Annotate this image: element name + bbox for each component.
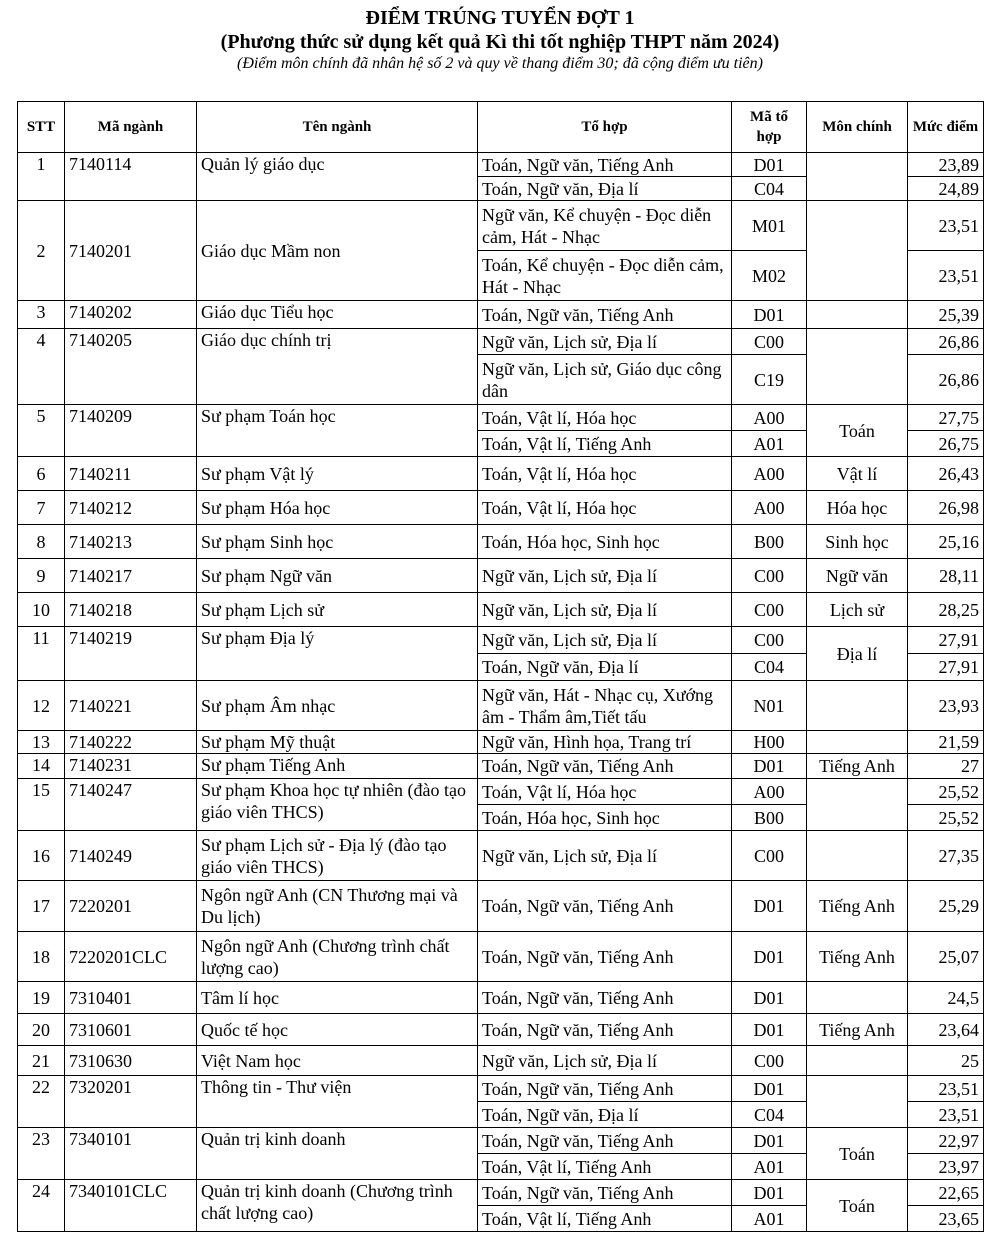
cell-ma-to-hop: A00 bbox=[732, 779, 807, 805]
table-row bbox=[18, 627, 984, 654]
cell-ma-to-hop: A00 bbox=[732, 457, 807, 491]
cell-to-hop: Toán, Ngữ văn, Địa lí bbox=[478, 654, 732, 681]
table-row bbox=[18, 405, 984, 431]
cell-mon-chinh: Địa lí bbox=[807, 627, 908, 681]
cell-mon-chinh bbox=[807, 329, 908, 405]
cell-stt: 11 bbox=[18, 627, 65, 681]
cell-mon-chinh bbox=[807, 982, 908, 1014]
header-ma-to-hop: Mã tổ hợp bbox=[732, 102, 807, 153]
cell-stt: 14 bbox=[18, 754, 65, 779]
cell-to-hop: Toán, Ngữ văn, Tiếng Anh bbox=[478, 301, 732, 329]
cell-stt: 9 bbox=[18, 559, 65, 593]
cell-mon-chinh: Tiếng Anh bbox=[807, 932, 908, 982]
cell-ma-to-hop: C04 bbox=[732, 654, 807, 681]
cell-ma-to-hop: D01 bbox=[732, 881, 807, 932]
document-header bbox=[0, 0, 1000, 74]
cell-stt: 24 bbox=[18, 1180, 65, 1232]
cell-to-hop: Toán, Ngữ văn, Tiếng Anh bbox=[478, 754, 732, 779]
cell-ma-to-hop: C00 bbox=[732, 1046, 807, 1076]
cell-to-hop: Toán, Ngữ văn, Địa lí bbox=[478, 1102, 732, 1128]
cell-ma-nganh: 7140202 bbox=[65, 301, 197, 329]
cell-mon-chinh: Tiếng Anh bbox=[807, 881, 908, 932]
cell-muc-diem: 23,97 bbox=[908, 1154, 984, 1180]
cell-muc-diem: 25,52 bbox=[908, 779, 984, 805]
cell-ten-nganh: Quản trị kinh doanh (Chương trình chất lượng cao) bbox=[197, 1180, 478, 1232]
cell-stt: 1 bbox=[18, 153, 65, 201]
cell-ten-nganh: Quốc tế học bbox=[197, 1014, 478, 1046]
cell-ma-to-hop: A01 bbox=[732, 1206, 807, 1232]
cell-stt: 6 bbox=[18, 457, 65, 491]
cell-stt: 15 bbox=[18, 779, 65, 831]
cell-ma-nganh: 7140222 bbox=[65, 731, 197, 754]
cell-mon-chinh: Hóa học bbox=[807, 491, 908, 525]
cell-to-hop: Toán, Vật lí, Tiếng Anh bbox=[478, 1206, 732, 1232]
cell-ma-nganh: 7340101CLC bbox=[65, 1180, 197, 1232]
table-row bbox=[18, 754, 984, 779]
cell-ma-nganh: 7140247 bbox=[65, 779, 197, 831]
cell-mon-chinh: Toán bbox=[807, 405, 908, 457]
cell-mon-chinh bbox=[807, 779, 908, 831]
cell-stt: 12 bbox=[18, 681, 65, 731]
table-row bbox=[18, 831, 984, 881]
cell-ma-to-hop: D01 bbox=[732, 932, 807, 982]
cell-mon-chinh bbox=[807, 1046, 908, 1076]
cell-to-hop: Toán, Ngữ văn, Tiếng Anh bbox=[478, 153, 732, 177]
table-row bbox=[18, 1128, 984, 1154]
cell-ma-to-hop: D01 bbox=[732, 153, 807, 177]
cell-ten-nganh: Sư phạm Sinh học bbox=[197, 525, 478, 559]
admission-scores-table bbox=[17, 101, 984, 1232]
cell-ma-nganh: 7310630 bbox=[65, 1046, 197, 1076]
cell-muc-diem: 23,89 bbox=[908, 153, 984, 177]
cell-ma-nganh: 7140212 bbox=[65, 491, 197, 525]
table-row bbox=[18, 1180, 984, 1206]
cell-ma-nganh: 7140249 bbox=[65, 831, 197, 881]
cell-mon-chinh bbox=[807, 681, 908, 731]
cell-ma-nganh: 7140217 bbox=[65, 559, 197, 593]
cell-to-hop: Toán, Hóa học, Sinh học bbox=[478, 525, 732, 559]
table-row bbox=[18, 932, 984, 982]
cell-stt: 20 bbox=[18, 1014, 65, 1046]
cell-stt: 2 bbox=[18, 201, 65, 301]
cell-to-hop: Toán, Hóa học, Sinh học bbox=[478, 805, 732, 831]
cell-ma-to-hop: C19 bbox=[732, 355, 807, 405]
cell-to-hop: Ngữ văn, Kể chuyện - Đọc diễn cảm, Hát - Nhạc bbox=[478, 201, 732, 251]
cell-to-hop: Ngữ văn, Lịch sử, Địa lí bbox=[478, 593, 732, 627]
cell-muc-diem: 23,51 bbox=[908, 201, 984, 251]
cell-ma-to-hop: M02 bbox=[732, 251, 807, 301]
cell-stt: 22 bbox=[18, 1076, 65, 1128]
cell-muc-diem: 21,59 bbox=[908, 731, 984, 754]
cell-ten-nganh: Sư phạm Tiếng Anh bbox=[197, 754, 478, 779]
cell-to-hop: Ngữ văn, Lịch sử, Địa lí bbox=[478, 1046, 732, 1076]
cell-muc-diem: 26,43 bbox=[908, 457, 984, 491]
table-row bbox=[18, 593, 984, 627]
cell-ten-nganh: Sư phạm Toán học bbox=[197, 405, 478, 457]
cell-to-hop: Toán, Ngữ văn, Tiếng Anh bbox=[478, 881, 732, 932]
cell-mon-chinh: Lịch sử bbox=[807, 593, 908, 627]
cell-muc-diem: 25,16 bbox=[908, 525, 984, 559]
table-row bbox=[18, 301, 984, 329]
cell-mon-chinh: Toán bbox=[807, 1128, 908, 1180]
cell-ma-to-hop: C00 bbox=[732, 593, 807, 627]
document-note: (Điểm môn chính đã nhân hệ số 2 và quy về thang điểm 30; đã cộng điểm ưu tiên) bbox=[237, 55, 763, 72]
cell-to-hop: Toán, Vật lí, Hóa học bbox=[478, 457, 732, 491]
cell-to-hop: Ngữ văn, Lịch sử, Địa lí bbox=[478, 559, 732, 593]
cell-to-hop: Toán, Vật lí, Tiếng Anh bbox=[478, 1154, 732, 1180]
header-ma-nganh: Mã ngành bbox=[65, 102, 197, 153]
cell-muc-diem: 22,65 bbox=[908, 1180, 984, 1206]
cell-ma-to-hop: M01 bbox=[732, 201, 807, 251]
cell-ma-nganh: 7140205 bbox=[65, 329, 197, 405]
cell-mon-chinh: Tiếng Anh bbox=[807, 754, 908, 779]
table-row bbox=[18, 457, 984, 491]
cell-to-hop: Toán, Ngữ văn, Địa lí bbox=[478, 177, 732, 201]
cell-muc-diem: 27,75 bbox=[908, 405, 984, 431]
cell-muc-diem: 23,93 bbox=[908, 681, 984, 731]
cell-ma-to-hop: B00 bbox=[732, 525, 807, 559]
table-row bbox=[18, 681, 984, 731]
cell-to-hop: Toán, Ngữ văn, Tiếng Anh bbox=[478, 1128, 732, 1154]
cell-muc-diem: 27,35 bbox=[908, 831, 984, 881]
cell-ma-nganh: 7320201 bbox=[65, 1076, 197, 1128]
cell-stt: 19 bbox=[18, 982, 65, 1014]
header-muc-diem: Mức điểm bbox=[908, 102, 984, 153]
cell-ma-to-hop: C00 bbox=[732, 831, 807, 881]
cell-muc-diem: 23,64 bbox=[908, 1014, 984, 1046]
cell-mon-chinh bbox=[807, 731, 908, 754]
cell-muc-diem: 26,75 bbox=[908, 431, 984, 457]
cell-to-hop: Ngữ văn, Lịch sử, Địa lí bbox=[478, 329, 732, 355]
cell-ma-to-hop: D01 bbox=[732, 982, 807, 1014]
cell-ten-nganh: Sư phạm Lịch sử - Địa lý (đào tạo giáo viên THCS) bbox=[197, 831, 478, 881]
header-stt: STT bbox=[18, 102, 65, 153]
cell-stt: 8 bbox=[18, 525, 65, 559]
header-ten-nganh: Tên ngành bbox=[197, 102, 478, 153]
cell-ten-nganh: Giáo dục Mầm non bbox=[197, 201, 478, 301]
cell-muc-diem: 23,65 bbox=[908, 1206, 984, 1232]
cell-ten-nganh: Sư phạm Mỹ thuật bbox=[197, 731, 478, 754]
cell-stt: 13 bbox=[18, 731, 65, 754]
table-header-row bbox=[18, 102, 984, 153]
cell-ma-nganh: 7140209 bbox=[65, 405, 197, 457]
cell-ma-nganh: 7340101 bbox=[65, 1128, 197, 1180]
cell-ma-nganh: 7140211 bbox=[65, 457, 197, 491]
table-row bbox=[18, 491, 984, 525]
cell-ten-nganh: Ngôn ngữ Anh (Chương trình chất lượng cao) bbox=[197, 932, 478, 982]
cell-ma-nganh: 7140221 bbox=[65, 681, 197, 731]
table-row bbox=[18, 779, 984, 805]
cell-ma-to-hop: D01 bbox=[732, 754, 807, 779]
cell-ma-to-hop: H00 bbox=[732, 731, 807, 754]
cell-ten-nganh: Quản trị kinh doanh bbox=[197, 1128, 478, 1180]
cell-ma-to-hop: N01 bbox=[732, 681, 807, 731]
cell-muc-diem: 27,91 bbox=[908, 654, 984, 681]
cell-ten-nganh: Sư phạm Lịch sử bbox=[197, 593, 478, 627]
cell-ma-to-hop: D01 bbox=[732, 1014, 807, 1046]
cell-muc-diem: 25,52 bbox=[908, 805, 984, 831]
cell-to-hop: Toán, Kể chuyện - Đọc diễn cảm, Hát - Nhạc bbox=[478, 251, 732, 301]
cell-ma-to-hop: C04 bbox=[732, 1102, 807, 1128]
table-row bbox=[18, 525, 984, 559]
cell-ten-nganh: Sư phạm Ngữ văn bbox=[197, 559, 478, 593]
cell-ma-nganh: 7220201 bbox=[65, 881, 197, 932]
cell-muc-diem: 26,98 bbox=[908, 491, 984, 525]
cell-to-hop: Ngữ văn, Hát - Nhạc cụ, Xướng âm - Thẩm âm,Tiết tấu bbox=[478, 681, 732, 731]
cell-mon-chinh bbox=[807, 301, 908, 329]
cell-muc-diem: 27,91 bbox=[908, 627, 984, 654]
cell-ten-nganh: Sư phạm Khoa học tự nhiên (đào tạo giáo viên THCS) bbox=[197, 779, 478, 831]
cell-to-hop: Ngữ văn, Lịch sử, Địa lí bbox=[478, 831, 732, 881]
cell-to-hop: Toán, Vật lí, Hóa học bbox=[478, 405, 732, 431]
cell-ma-to-hop: C00 bbox=[732, 627, 807, 654]
cell-to-hop: Ngữ văn, Lịch sử, Giáo dục công dân bbox=[478, 355, 732, 405]
cell-muc-diem: 25,39 bbox=[908, 301, 984, 329]
cell-mon-chinh: Vật lí bbox=[807, 457, 908, 491]
cell-to-hop: Toán, Ngữ văn, Tiếng Anh bbox=[478, 1014, 732, 1046]
cell-ma-to-hop: D01 bbox=[732, 1076, 807, 1102]
cell-stt: 7 bbox=[18, 491, 65, 525]
cell-ma-to-hop: A00 bbox=[732, 405, 807, 431]
cell-ten-nganh: Giáo dục Tiểu học bbox=[197, 301, 478, 329]
cell-mon-chinh bbox=[807, 831, 908, 881]
cell-ten-nganh: Sư phạm Âm nhạc bbox=[197, 681, 478, 731]
cell-mon-chinh: Tiếng Anh bbox=[807, 1014, 908, 1046]
cell-muc-diem: 23,51 bbox=[908, 1076, 984, 1102]
cell-stt: 10 bbox=[18, 593, 65, 627]
cell-stt: 21 bbox=[18, 1046, 65, 1076]
cell-mon-chinh: Toán bbox=[807, 1180, 908, 1232]
cell-to-hop: Toán, Ngữ văn, Tiếng Anh bbox=[478, 932, 732, 982]
cell-ma-nganh: 7220201CLC bbox=[65, 932, 197, 982]
cell-ma-nganh: 7140213 bbox=[65, 525, 197, 559]
cell-muc-diem: 24,89 bbox=[908, 177, 984, 201]
cell-stt: 3 bbox=[18, 301, 65, 329]
cell-to-hop: Toán, Ngữ văn, Tiếng Anh bbox=[478, 1180, 732, 1206]
cell-ten-nganh: Ngôn ngữ Anh (CN Thương mại và Du lịch) bbox=[197, 881, 478, 932]
cell-mon-chinh bbox=[807, 201, 908, 301]
cell-ma-nganh: 7140231 bbox=[65, 754, 197, 779]
cell-muc-diem: 26,86 bbox=[908, 355, 984, 405]
cell-ma-to-hop: C00 bbox=[732, 329, 807, 355]
document-subtitle: (Phương thức sử dụng kết quả Kì thi tốt nghiệp THPT năm 2024) bbox=[220, 31, 780, 53]
cell-muc-diem: 25 bbox=[908, 1046, 984, 1076]
cell-ma-to-hop: B00 bbox=[732, 805, 807, 831]
cell-ma-nganh: 7140218 bbox=[65, 593, 197, 627]
cell-muc-diem: 23,51 bbox=[908, 251, 984, 301]
table-row bbox=[18, 1076, 984, 1102]
cell-ten-nganh: Giáo dục chính trị bbox=[197, 329, 478, 405]
cell-ma-nganh: 7310601 bbox=[65, 1014, 197, 1046]
cell-mon-chinh: Sinh học bbox=[807, 525, 908, 559]
cell-to-hop: Ngữ văn, Hình họa, Trang trí bbox=[478, 731, 732, 754]
cell-muc-diem: 28,25 bbox=[908, 593, 984, 627]
cell-muc-diem: 25,29 bbox=[908, 881, 984, 932]
cell-ten-nganh: Tâm lí học bbox=[197, 982, 478, 1014]
cell-ten-nganh: Sư phạm Hóa học bbox=[197, 491, 478, 525]
cell-stt: 23 bbox=[18, 1128, 65, 1180]
cell-ma-to-hop: C00 bbox=[732, 559, 807, 593]
cell-to-hop: Toán, Ngữ văn, Tiếng Anh bbox=[478, 982, 732, 1014]
table-row bbox=[18, 1014, 984, 1046]
cell-ma-nganh: 7140201 bbox=[65, 201, 197, 301]
table-row bbox=[18, 881, 984, 932]
cell-mon-chinh bbox=[807, 1076, 908, 1128]
cell-to-hop: Toán, Vật lí, Tiếng Anh bbox=[478, 431, 732, 457]
cell-muc-diem: 28,11 bbox=[908, 559, 984, 593]
cell-ten-nganh: Sư phạm Địa lý bbox=[197, 627, 478, 681]
cell-muc-diem: 25,07 bbox=[908, 932, 984, 982]
cell-to-hop: Toán, Vật lí, Hóa học bbox=[478, 491, 732, 525]
table-row bbox=[18, 731, 984, 754]
cell-ma-nganh: 7140114 bbox=[65, 153, 197, 201]
cell-to-hop: Ngữ văn, Lịch sử, Địa lí bbox=[478, 627, 732, 654]
table-row bbox=[18, 201, 984, 251]
table-row bbox=[18, 982, 984, 1014]
cell-ma-nganh: 7310401 bbox=[65, 982, 197, 1014]
table-row bbox=[18, 1046, 984, 1076]
cell-ma-to-hop: D01 bbox=[732, 1180, 807, 1206]
table-row bbox=[18, 329, 984, 355]
cell-ten-nganh: Quản lý giáo dục bbox=[197, 153, 478, 201]
cell-ma-nganh: 7140219 bbox=[65, 627, 197, 681]
cell-muc-diem: 22,97 bbox=[908, 1128, 984, 1154]
cell-ma-to-hop: A01 bbox=[732, 431, 807, 457]
cell-stt: 16 bbox=[18, 831, 65, 881]
cell-mon-chinh bbox=[807, 153, 908, 201]
cell-stt: 17 bbox=[18, 881, 65, 932]
cell-ten-nganh: Sư phạm Vật lý bbox=[197, 457, 478, 491]
cell-stt: 5 bbox=[18, 405, 65, 457]
cell-mon-chinh: Ngữ văn bbox=[807, 559, 908, 593]
cell-muc-diem: 24,5 bbox=[908, 982, 984, 1014]
cell-stt: 18 bbox=[18, 932, 65, 982]
cell-muc-diem: 27 bbox=[908, 754, 984, 779]
table-body bbox=[18, 153, 984, 1232]
cell-ten-nganh: Việt Nam học bbox=[197, 1046, 478, 1076]
cell-stt: 4 bbox=[18, 329, 65, 405]
cell-ma-to-hop: A00 bbox=[732, 491, 807, 525]
document-title: ĐIỂM TRÚNG TUYỂN ĐỢT 1 bbox=[365, 7, 635, 29]
header-to-hop: Tổ hợp bbox=[478, 102, 732, 153]
cell-to-hop: Toán, Ngữ văn, Tiếng Anh bbox=[478, 1076, 732, 1102]
table-row bbox=[18, 153, 984, 177]
cell-ten-nganh: Thông tin - Thư viện bbox=[197, 1076, 478, 1128]
cell-ma-to-hop: C04 bbox=[732, 177, 807, 201]
cell-ma-to-hop: D01 bbox=[732, 301, 807, 329]
cell-muc-diem: 23,51 bbox=[908, 1102, 984, 1128]
cell-ma-to-hop: D01 bbox=[732, 1128, 807, 1154]
cell-muc-diem: 26,86 bbox=[908, 329, 984, 355]
cell-to-hop: Toán, Vật lí, Hóa học bbox=[478, 779, 732, 805]
table-row bbox=[18, 559, 984, 593]
cell-ma-to-hop: A01 bbox=[732, 1154, 807, 1180]
header-mon-chinh: Môn chính bbox=[807, 102, 908, 153]
